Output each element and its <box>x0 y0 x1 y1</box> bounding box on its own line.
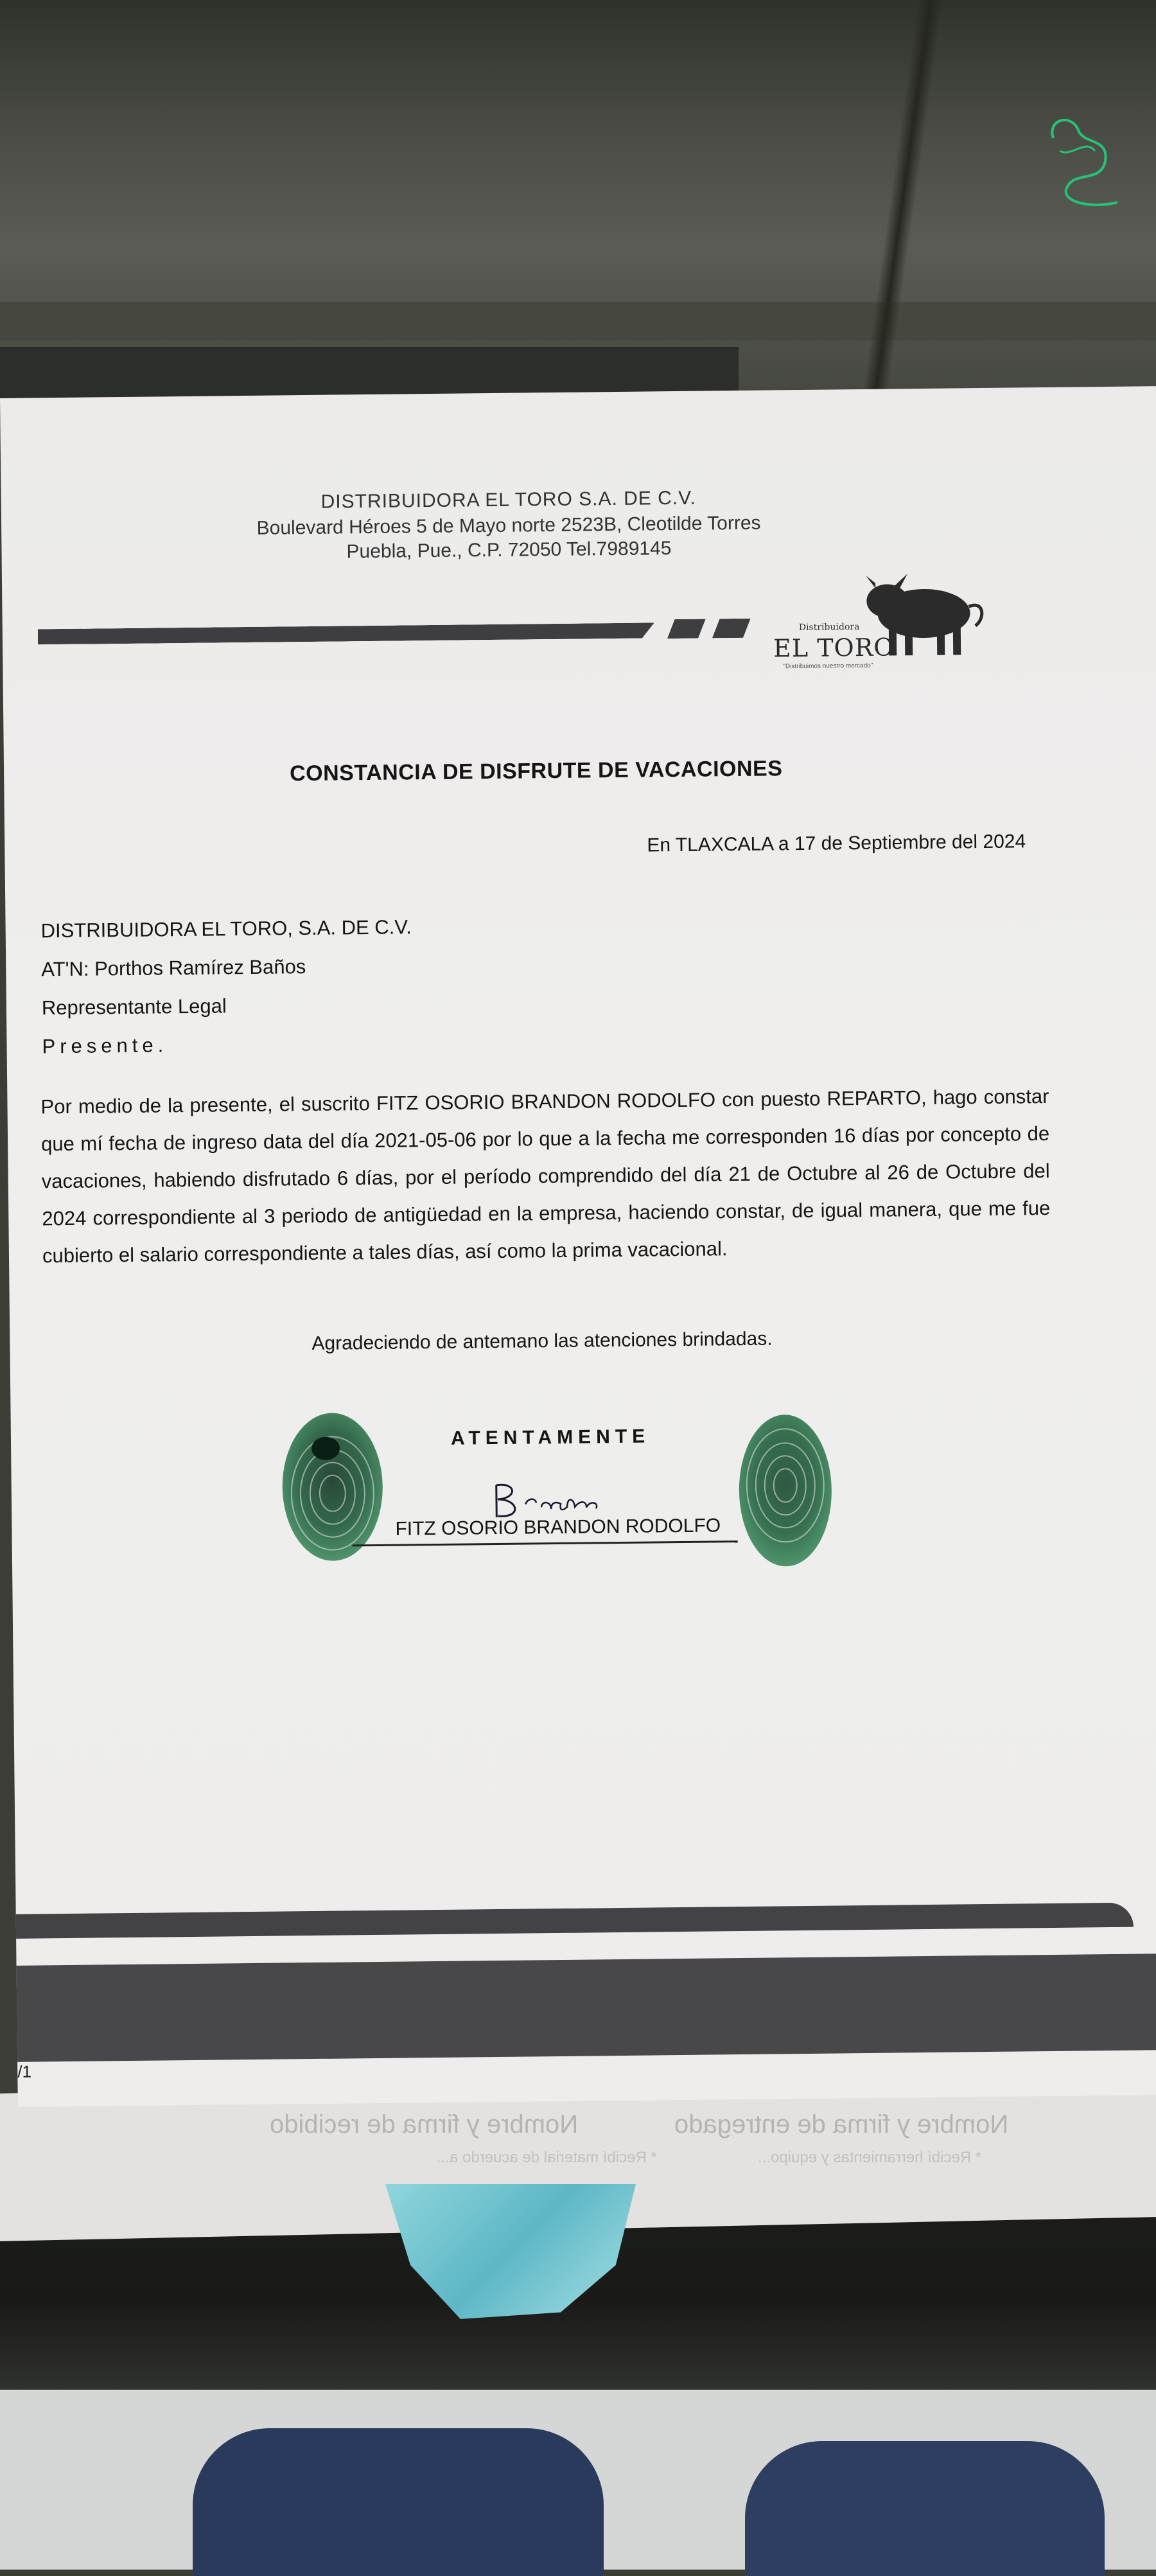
document-title: CONSTANCIA DE DISFRUTE DE VACACIONES <box>289 756 783 786</box>
background-jeans-right <box>745 2441 1105 2576</box>
sign-off: ATENTAMENTE <box>450 1425 651 1449</box>
header-bar <box>38 622 654 644</box>
document-paper <box>0 386 1156 2107</box>
background-jeans-left <box>193 2428 604 2576</box>
place-date: En TLAXCALA a 17 de Septiembre del 2024 <box>647 831 1026 856</box>
footer-band <box>17 1954 1156 2062</box>
underlying-sheet-text-left: Nombre y firma de recibido <box>270 2110 579 2139</box>
signer-name: FITZ OSORIO BRANDON RODOLFO <box>395 1515 721 1540</box>
green-doodle-icon <box>1034 112 1124 215</box>
right-fingerprint-icon <box>730 1407 841 1573</box>
recipient-block <box>40 908 413 1066</box>
recipient-greeting: Presente. <box>42 1034 168 1058</box>
header-block <box>712 619 751 639</box>
underlying-sheet-sub-right: * Recibí herramientas y equipo... <box>758 2149 982 2166</box>
recipient-attention: AT'N: Porthos Ramírez Baños <box>41 955 306 981</box>
page-number: /1 <box>17 2061 32 2081</box>
underlying-sheet-text-right: Nombre y firma de entregado <box>674 2110 1009 2139</box>
closing-line: Agradeciendo de antemano las atenciones brindadas. <box>311 1328 773 1354</box>
company-address-line1: Boulevard Héroes 5 de Mayo norte 2523B, Cleotilde Torres <box>256 512 761 539</box>
recipient-role: Representante Legal <box>41 994 227 1019</box>
logo-small-text: Distribuidora <box>798 622 860 633</box>
logo-main-text: EL TORO <box>773 633 895 663</box>
logo-tagline: "Distribuimos nuestro mercado" <box>783 662 873 671</box>
body-paragraph: Por medio de la presente, el suscrito FITZ OSORIO BRANDON RODOLFO con puesto REPARTO, hago constar que mí fecha de ingreso data del día 2021-05-06 por lo que a la fecha me corresponden 16 días por concepto de vacaciones, habiendo disfrutado 6 días, por el período comprendido del día 21 de Octubre al 26 de Octubre del 2024 correspondiente al 3 periodo de antigüedad en la empresa, haciendo constar, de igual manera, que me fue cubierto el salario correspondiente a tales días, así como la prima vacacional. <box>40 1084 1051 1267</box>
signature-line <box>353 1540 738 1546</box>
header-block <box>667 619 706 639</box>
underlying-sheet-sub-left: * Recibí material de acuerdo a... <box>437 2149 657 2166</box>
background-ledge <box>0 302 1156 340</box>
company-address-line2: Puebla, Pue., C.P. 72050 Tel.7989145 <box>346 538 672 563</box>
recipient-company: DISTRIBUIDORA EL TORO, S.A. DE C.V. <box>40 915 412 942</box>
footer-stripe <box>16 1903 1134 1939</box>
left-fingerprint-icon <box>274 1409 392 1571</box>
company-name: DISTRIBUIDORA EL TORO S.A. DE C.V. <box>320 487 696 513</box>
